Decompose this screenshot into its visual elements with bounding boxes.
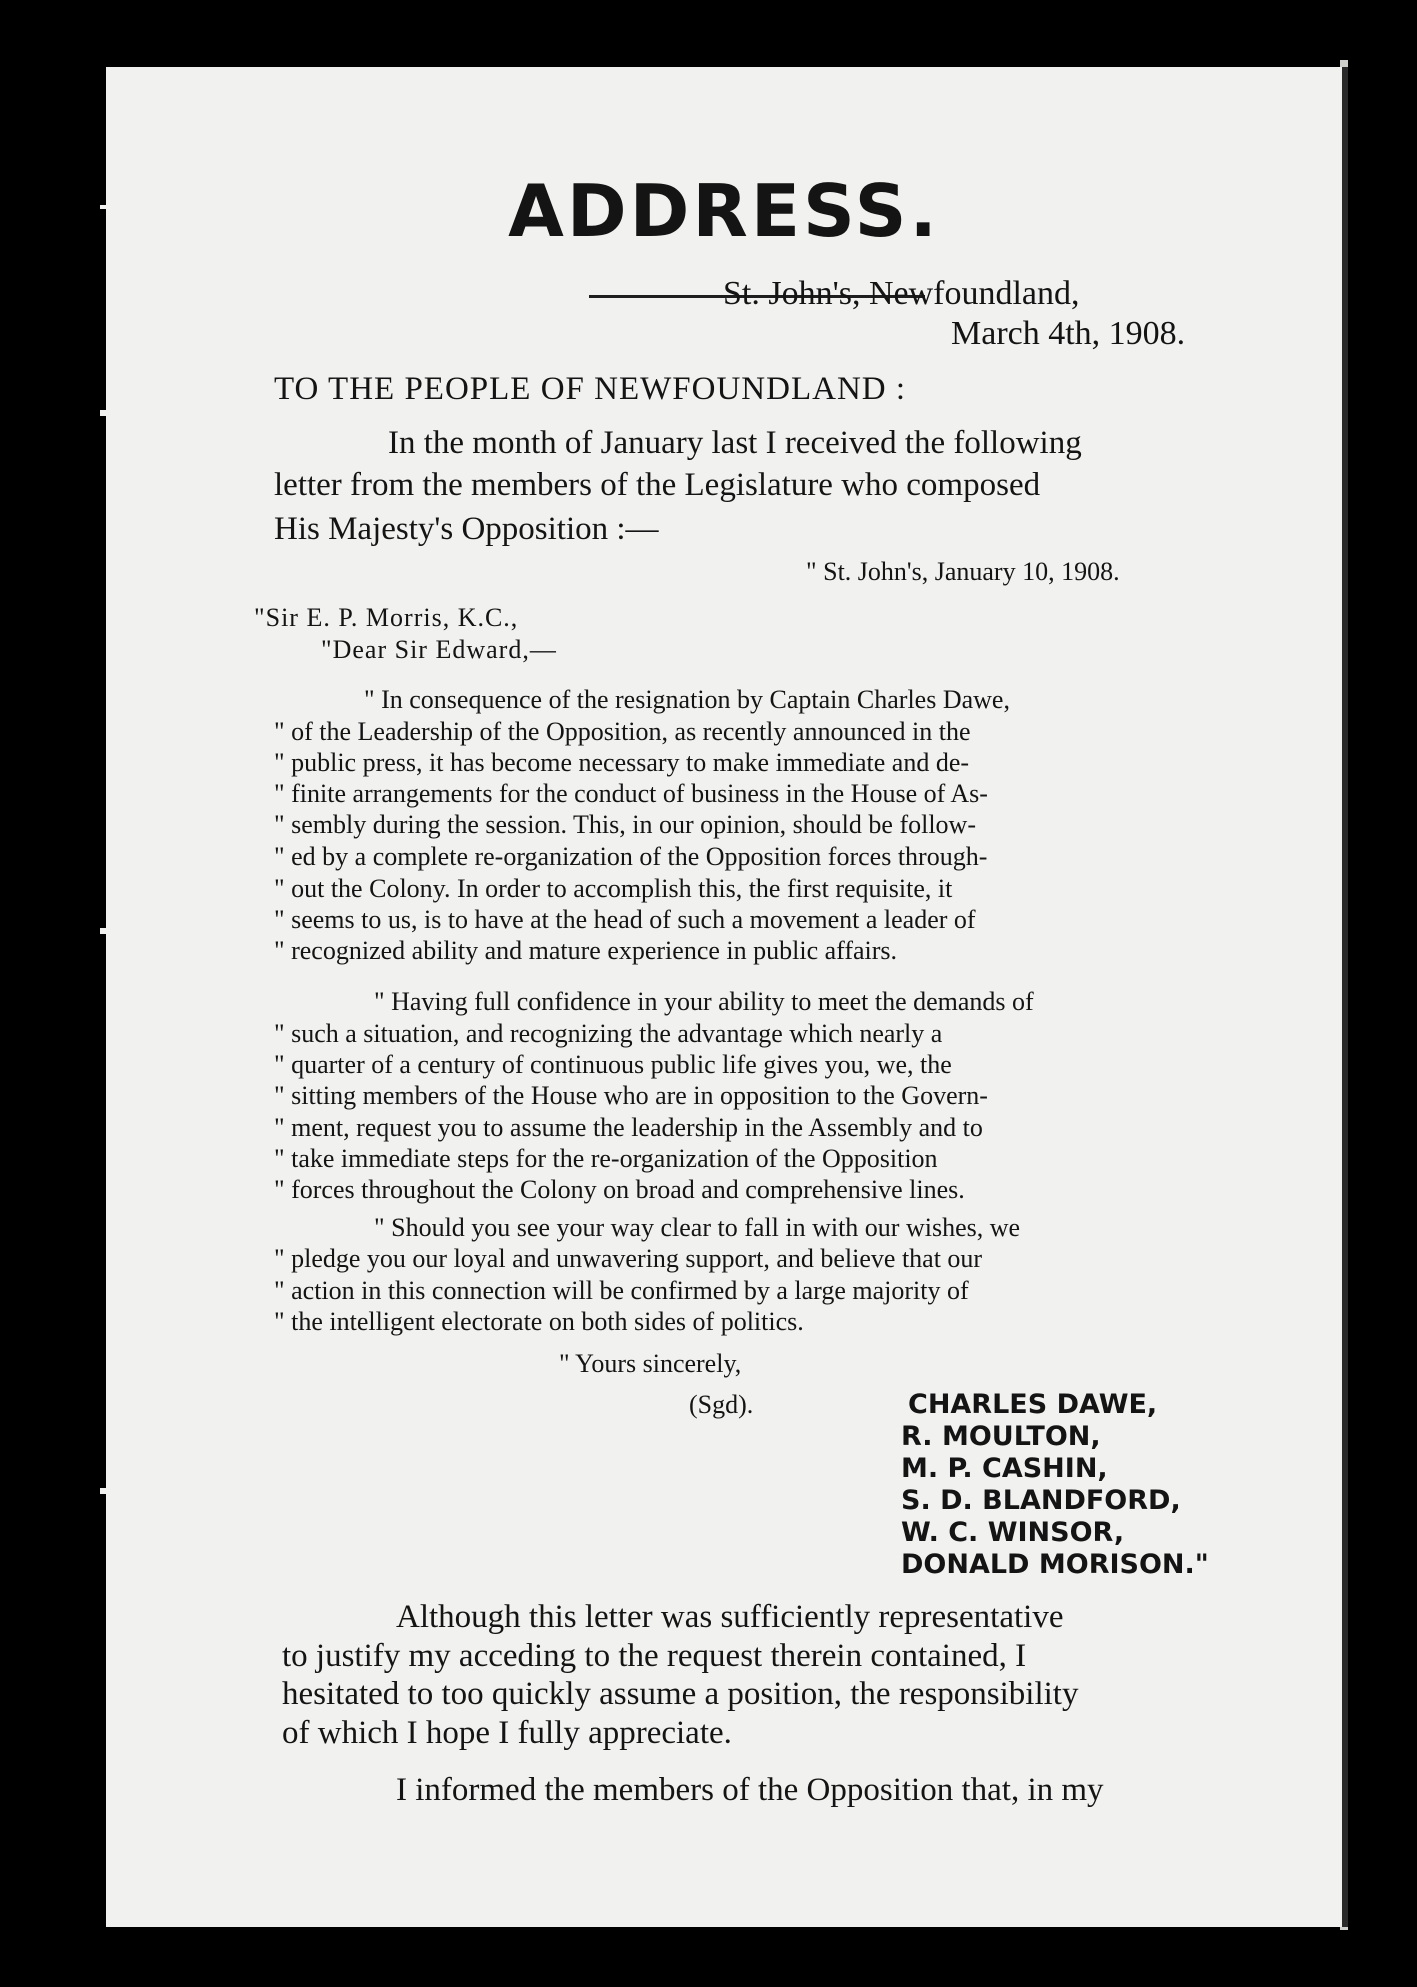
signatory: CHARLES DAWE, (908, 1389, 1158, 1420)
letter-line: " Having full confidence in your ability to meet the demands of (374, 987, 1034, 1016)
signatory: DONALD MORISON." (901, 1549, 1209, 1580)
letter-line: " ment, request you to assume the leadership in the Assembly and to (274, 1113, 983, 1142)
letter-line: " recognized ability and mature experience in public affairs. (274, 936, 898, 965)
letter-line: " Should you see your way clear to fall in with our wishes, we (374, 1213, 1021, 1242)
signatory: R. MOULTON, (901, 1421, 1101, 1452)
dateline-date: March 4th, 1908. (951, 315, 1186, 352)
letter-addressee: "Sir E. P. Morris, K.C., (254, 603, 519, 632)
page-title: ADDRESS. (508, 169, 940, 253)
last-line: I informed the members of the Opposition that, in my (396, 1772, 1104, 1808)
letter-line: " take immediate steps for the re-organization of the Opposition (274, 1144, 938, 1173)
letter-line: " seems to us, is to have at the head of such a movement a leader of (274, 905, 976, 934)
letter-line: " public press, it has become necessary to make immediate and de- (274, 748, 970, 777)
document-page (106, 67, 1342, 1927)
letter-line: " action in this connection will be confirmed by a large majority of (274, 1276, 969, 1305)
closing-line: to justify my acceding to the request therein contained, I (282, 1638, 1027, 1674)
dateline-place: St. John's, Newfoundland, (723, 275, 1080, 312)
letter-line: " In consequence of the resignation by Captain Charles Dawe, (364, 685, 1010, 714)
salutation: TO THE PEOPLE OF NEWFOUNDLAND : (274, 371, 907, 407)
letter-line: " quarter of a century of continuous public life gives you, we, the (274, 1050, 952, 1079)
intro-line: letter from the members of the Legislature who composed (274, 467, 1041, 503)
signatory: M. P. CASHIN, (901, 1453, 1108, 1484)
closing-line: of which I hope I fully appreciate. (282, 1715, 732, 1751)
letter-line: " finite arrangements for the conduct of business in the House of As- (274, 779, 988, 808)
letter-closing: " Yours sincerely, (559, 1349, 742, 1378)
letter-line: " ed by a complete re-organization of the Opposition forces through- (274, 842, 988, 871)
letter-line: " forces throughout the Colony on broad and comprehensive lines. (274, 1175, 965, 1204)
letter-line: " sitting members of the House who are in opposition to the Govern- (274, 1081, 988, 1110)
closing-line: Although this letter was sufficiently representative (396, 1599, 1064, 1635)
closing-line: hesitated to too quickly assume a position, the responsibility (282, 1676, 1079, 1712)
letter-line: " of the Leadership of the Opposition, as recently announced in the (274, 717, 971, 746)
letter-line: " the intelligent electorate on both sides of politics. (274, 1307, 804, 1336)
signatory: S. D. BLANDFORD, (901, 1485, 1181, 1516)
letter-line: " sembly during the session. This, in our opinion, should be follow- (274, 810, 976, 839)
intro-line: His Majesty's Opposition :— (274, 511, 659, 547)
signatory: W. C. WINSOR, (901, 1517, 1125, 1548)
letter-line: " such a situation, and recognizing the advantage which nearly a (274, 1019, 943, 1048)
letter-line: " pledge you our loyal and unwavering support, and believe that our (274, 1244, 983, 1273)
letter-greeting: "Dear Sir Edward,— (321, 635, 557, 664)
intro-line: In the month of January last I received the following (388, 425, 1082, 461)
letter-date: " St. John's, January 10, 1908. (806, 557, 1120, 586)
letter-sgd: (Sgd). (689, 1390, 754, 1419)
letter-line: " out the Colony. In order to accomplish this, the first requisite, it (274, 874, 953, 903)
